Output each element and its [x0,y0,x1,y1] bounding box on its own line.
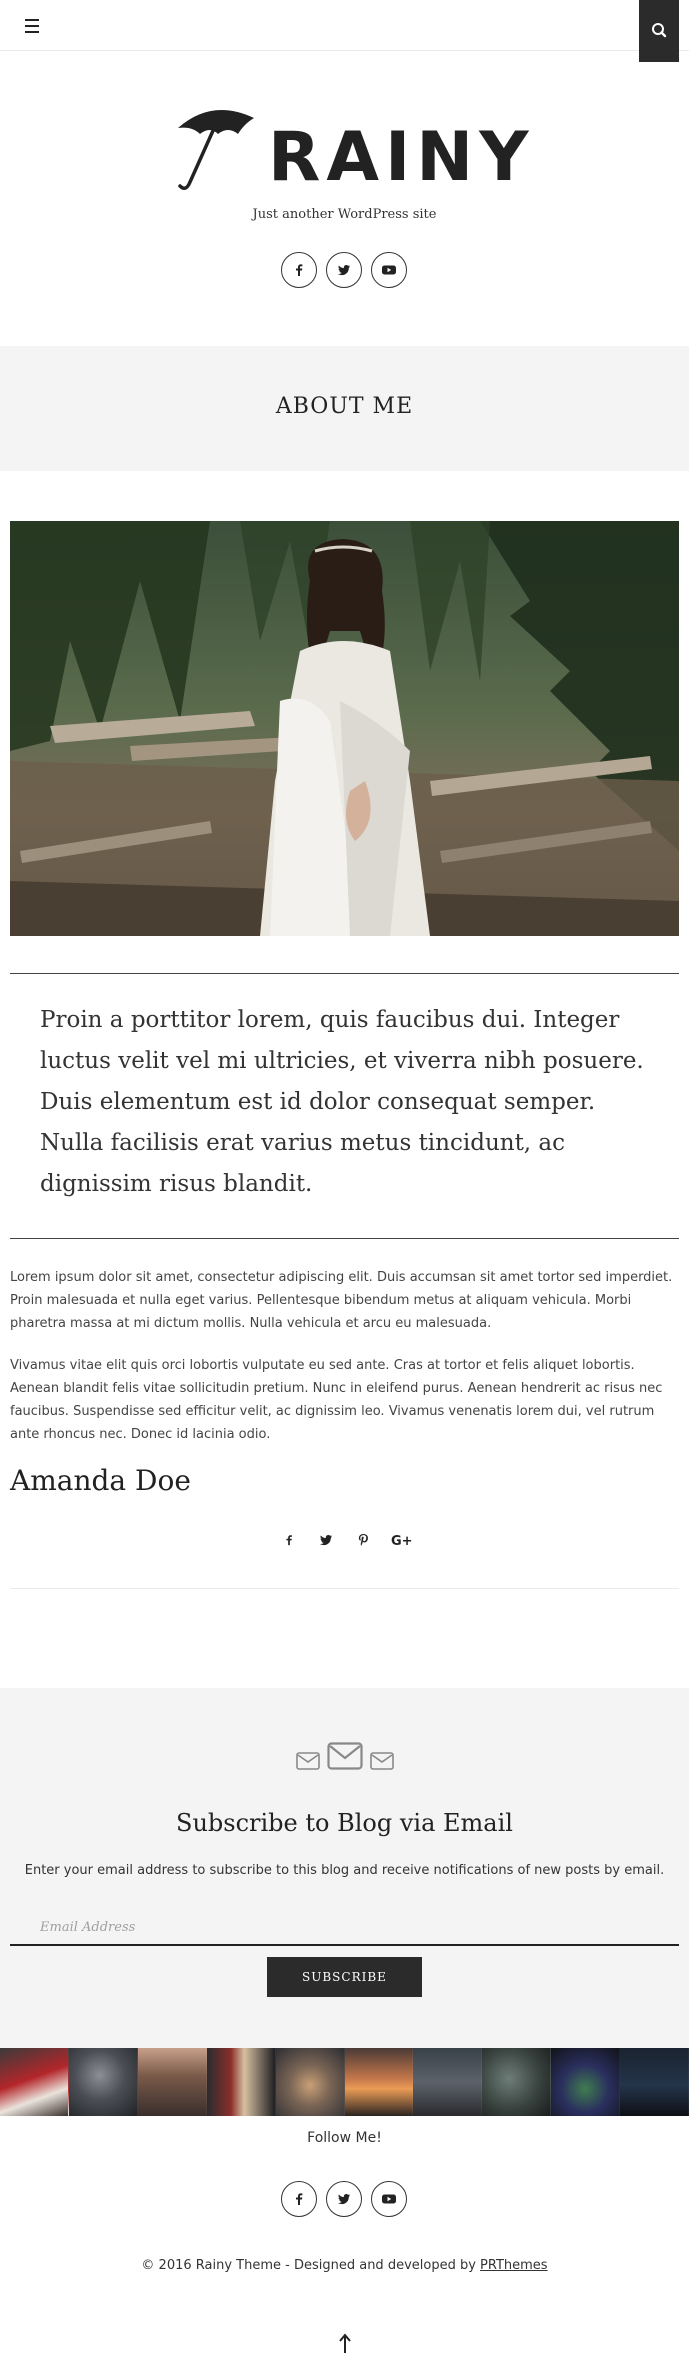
quote-top-rule [10,973,679,974]
gallery-thumbnail[interactable] [551,2048,620,2116]
gallery-thumbnail[interactable] [482,2048,551,2116]
youtube-button[interactable] [371,252,407,288]
gallery-thumbnail[interactable] [620,2048,689,2116]
facebook-button[interactable] [281,252,317,288]
subscribe-title: Subscribe to Blog via Email [176,1809,513,1837]
facebook-icon [292,263,306,277]
gallery-thumbnail[interactable] [138,2048,207,2116]
subscribe-description: Enter your email address to subscribe to this blog and receive notifications of new posts by email. [24,1863,665,1878]
photo-gallery-strip [0,2048,689,2116]
featured-image [10,521,679,936]
body-paragraph: Lorem ipsum dolor sit amet, consectetur adipiscing elit. Duis accumsan sit amet tortor sed imperdiet. Proin malesuada et nulla eget varius. Pellentesque bibendum metus at aliquam vehicula. Morbi pharetra massa at mi dictum mollis. Nulla vehicula et arcu eu malesuada. [10,1270,673,1331]
search-icon [639,0,679,62]
share-google-plus-icon[interactable] [390,1530,413,1550]
umbrella-logo-icon [172,104,535,197]
youtube-button[interactable] [371,2181,407,2217]
site-tagline: Just another WordPress site [252,207,437,222]
gallery-thumbnail[interactable] [345,2048,414,2116]
header-social [281,252,407,288]
subscribe-button[interactable]: SUBSCRIBE [267,1957,422,1997]
gallery-thumbnail[interactable] [69,2048,138,2116]
large-envelope-icon [327,1742,363,1770]
small-envelope-icon [370,1752,394,1770]
footer-social [281,2181,407,2217]
gallery-thumbnail[interactable] [207,2048,276,2116]
youtube-icon [381,2192,397,2206]
facebook-button[interactable] [281,2181,317,2217]
page-title-band [0,346,689,471]
copyright [0,2258,689,2273]
youtube-icon [381,263,397,277]
share-buttons [0,1530,689,1550]
share-facebook-icon[interactable] [279,1530,299,1550]
gallery-thumbnail[interactable] [0,2048,69,2116]
back-to-top-button[interactable] [333,2332,357,2356]
follow-label: Follow Me! [307,2130,382,2146]
twitter-icon [337,2192,351,2206]
hamburger-icon[interactable] [18,14,46,38]
twitter-button[interactable] [326,252,362,288]
author-name: Amanda Doe [10,1464,191,1497]
svg-text:G+: G+ [391,1534,413,1549]
gallery-thumbnail[interactable] [276,2048,345,2116]
twitter-icon [337,263,351,277]
share-pinterest-icon[interactable] [353,1530,373,1550]
small-envelope-icon [296,1752,320,1770]
quote-bottom-rule [10,1238,679,1239]
gallery-thumbnail[interactable] [413,2048,482,2116]
content-divider [10,1588,679,1589]
email-field[interactable] [10,1910,679,1946]
copyright-text: © 2016 Rainy Theme - Designed and developed by [141,2258,481,2273]
site-logo[interactable] [172,104,535,197]
arrow-up-icon [333,2332,357,2356]
share-twitter-icon[interactable] [316,1530,336,1550]
facebook-icon [292,2192,306,2206]
twitter-button[interactable] [326,2181,362,2217]
top-bar [0,0,689,51]
site-title: RAINY [268,118,535,197]
prthemes-link[interactable]: PRThemes [480,2258,548,2273]
search-button[interactable] [639,0,679,62]
body-paragraph: Vivamus vitae elit quis orci lobortis vulputate eu sed ante. Cras at tortor et felis aliquet lobortis. Aenean blandit felis vitae sollicitudin pretium. Nunc in eleifend purus. Aenean hendrerit ac risus nec faucibus. Suspendisse sed efficitur velit, ac dignissim leo. Vivamus venenatis lorem dui, vel rutrum ante rhoncus nec. Donec id lacinia odio. [10,1358,663,1442]
mail-icons [0,1742,689,1770]
pull-quote: Proin a porttitor lorem, quis faucibus dui. Integer luctus velit vel mi ultricies, et viverra nibh posuere. Duis elementum est id dolor consequat semper. Nulla facilisis erat varius metus tincidunt, ac dignissim risus blandit. [40,1007,644,1197]
subscribe-widget [0,1688,689,2048]
page-title: ABOUT ME [275,394,414,419]
